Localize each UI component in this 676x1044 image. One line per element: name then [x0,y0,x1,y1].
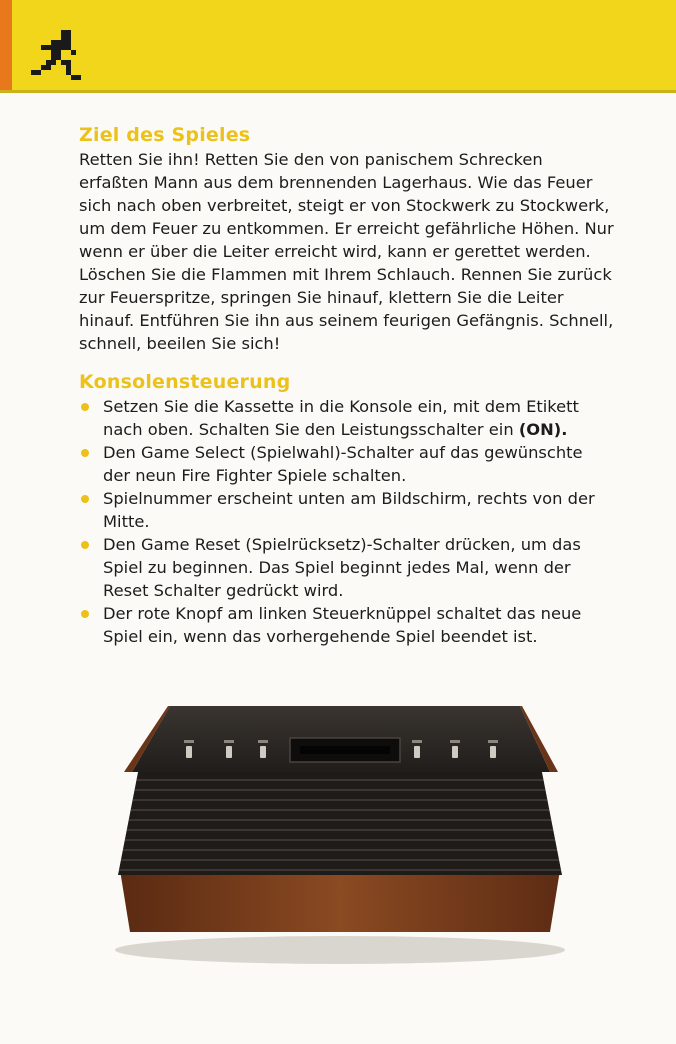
list-item [79,441,614,487]
section-title-console: Konsolensteuerung [79,371,291,393]
list-item-text: Den Game Select (Spielwahl)-Schalter auf das gewünschte der neun Fire Fighter Spiele schalten. [103,443,583,485]
list-item-text: Setzen Sie die Kassette in die Konsole ein, mit dem Etikett nach oben. Schalten Sie den Leistungsschalter ein [103,397,579,439]
console-image [110,700,570,965]
list-item-emphasis: (ON). [518,420,568,439]
section-title-objective: Ziel des Spieles [79,124,251,146]
list-item [79,533,614,602]
header-divider [0,90,676,93]
list-item [79,602,614,648]
list-item [79,395,614,441]
list-item-text: Der rote Knopf am linken Steuerknüppel schaltet das neue Spiel ein, wenn das vorhergehende Spiel beendet ist. [103,604,582,646]
list-item-text: Spielnummer erscheint unten am Bildschirm, rechts von der Mitte. [103,489,595,531]
list-item [79,487,614,533]
header-band [0,0,676,92]
list-item-text: Den Game Reset (Spielrücksetz)-Schalter drücken, um das Spiel zu beginnen. Das Spiel beginnt jedes Mal, wenn der Reset Schalter gedrückt wird. [103,535,581,600]
header-accent-strip [0,0,12,92]
manual-content [79,122,614,648]
bullet-icon [81,495,89,503]
bullet-icon [81,541,89,549]
bullet-icon [81,449,89,457]
bullet-icon [81,610,89,618]
running-man-icon [26,30,86,80]
objective-text: Retten Sie ihn! Retten Sie den von panischem Schrecken erfaßten Mann aus dem brennenden Lagerhaus. Wie das Feuer sich nach oben verbreitet, steigt er von Stockwerk zu Stockwerk, um dem Feuer zu entkommen. Er erreicht gefährliche Höhen. Nur wenn er über die Leiter erreicht wird, kann er gerettet werden. Löschen Sie die Flammen mit Ihrem Schlauch. Rennen Sie zurück zur Feuerspritze, springen Sie hinauf, klettern Sie die Leiter hinauf. Entführen Sie ihn aus seinem feurigen Gefängnis. Schnell, schnell, beeilen Sie sich! [79,150,614,353]
console-instructions [79,395,614,648]
bullet-icon [81,403,89,411]
